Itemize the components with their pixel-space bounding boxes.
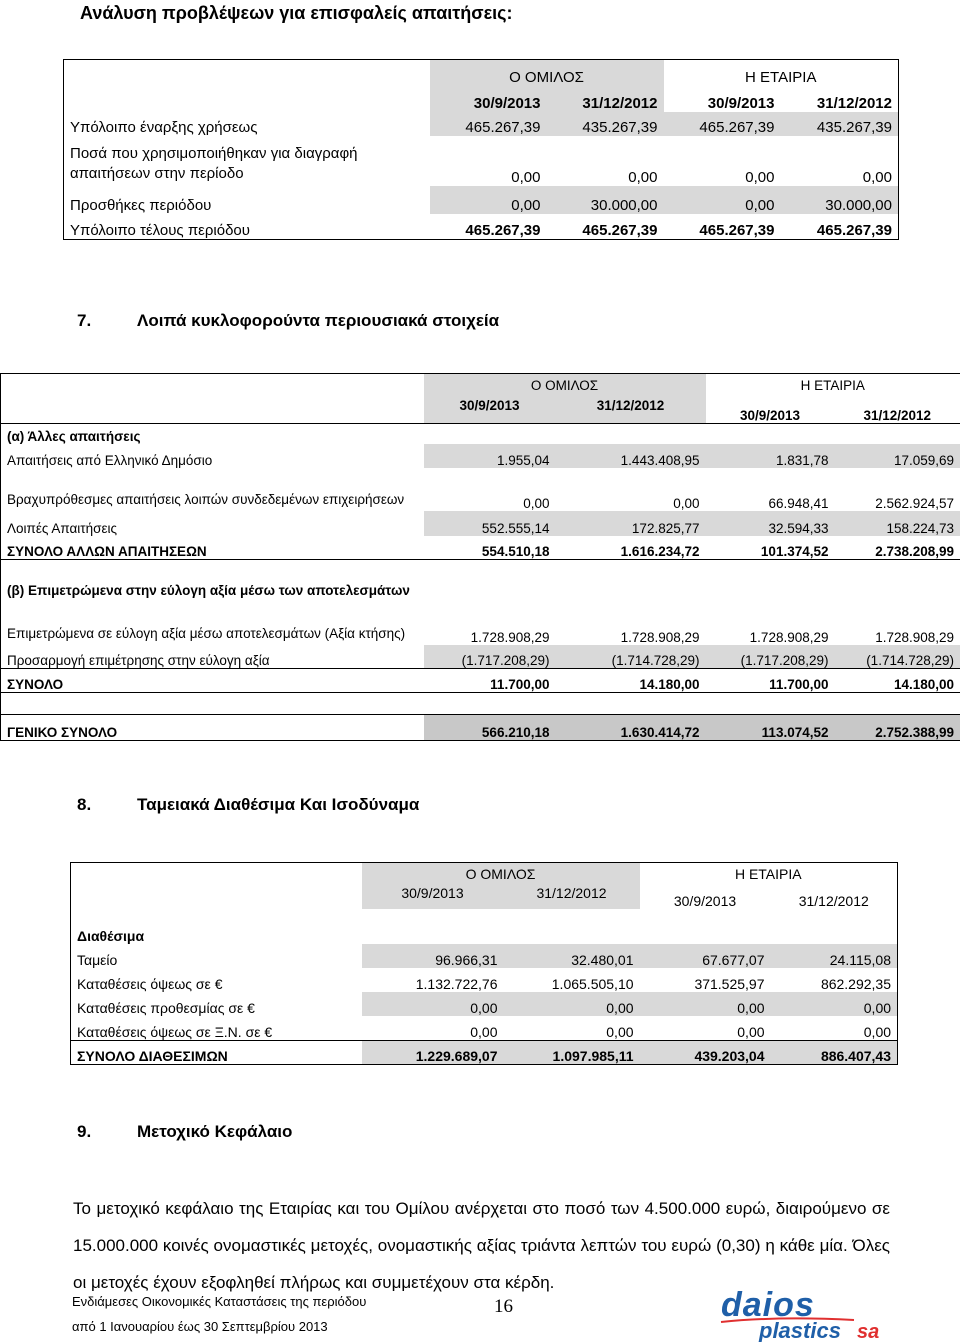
cell-value: 1.728.908,29 <box>470 629 550 645</box>
col-date: 30/9/2013 <box>362 885 504 909</box>
cell-value: 0,00 <box>606 1024 634 1040</box>
cell-value: 435.267,39 <box>547 112 664 136</box>
cell-value: 1.065.505,10 <box>551 975 634 992</box>
cell-value: 0,00 <box>470 1024 498 1040</box>
cell-value: 0,00 <box>640 992 771 1016</box>
row-label: ΣΥΝΟΛΟ ΔΙΑΘΕΣΙΜΩΝ <box>71 1041 362 1065</box>
cell-value: 11.700,00 <box>706 669 835 693</box>
cell-value: 0,00 <box>511 168 541 186</box>
table-row <box>1 602 960 645</box>
row-label: Υπόλοιπο τέλους περιόδου <box>70 222 250 239</box>
cell-value: 2.738.208,99 <box>875 544 955 559</box>
table-row <box>1 645 960 669</box>
col-date: 31/12/2012 <box>556 398 706 424</box>
table-row-total <box>1 536 960 560</box>
row-label: Καταθέσεις όψεως σε Ξ.Ν. σε € <box>77 1024 273 1040</box>
cell-value: 172.825,77 <box>556 511 706 536</box>
row-label: Υπόλοιπο έναρξης χρήσεως <box>70 118 258 136</box>
cell-value: 465.267,39 <box>816 222 892 239</box>
cell-value: 566.210,18 <box>424 715 556 741</box>
row-label: Προσθήκες περιόδου <box>70 196 212 214</box>
cell-value: 11.700,00 <box>424 669 556 693</box>
cell-value: 96.966,31 <box>362 944 504 968</box>
subhead-b: (β) Επιμετρώμενα στην εύλογη αξία μέσω των αποτελεσμάτων <box>1 560 424 602</box>
cell-value: 0,00 <box>628 168 658 186</box>
row-label: Καταθέσεις όψεως σε € <box>77 975 223 992</box>
cell-value: 439.203,04 <box>640 1041 771 1065</box>
company-header: Η ΕΤΑΙΡΙΑ <box>734 865 802 882</box>
row-label: Προσαρμογή επιμέτρησης στην εύλογη αξία <box>7 653 270 668</box>
col-date: 31/12/2012 <box>547 86 664 112</box>
svg-text:daios: daios <box>721 1286 815 1324</box>
cell-value: 2.562.924,57 <box>875 495 955 511</box>
col-date: 30/9/2013 <box>707 94 775 112</box>
table-row <box>64 186 899 214</box>
group-header: Ο ΟΜΙΛΟΣ <box>424 374 706 398</box>
cell-value: 1.630.414,72 <box>556 715 706 741</box>
page-number: 16 <box>494 1296 513 1317</box>
row-label: Απαιτήσεις από Ελληνικό Δημόσιο <box>7 452 213 468</box>
cell-value: 1.728.908,29 <box>875 629 955 645</box>
row-label: ΣΥΝΟΛΟ ΑΛΛΩΝ ΑΠΑΙΤΗΣΕΩΝ <box>7 544 207 559</box>
col-date: 31/12/2012 <box>863 408 932 423</box>
table-row <box>1 468 960 511</box>
cell-value: (1.714.728,29) <box>835 645 960 669</box>
section-number: 8. <box>77 795 92 814</box>
cell-value: 1.955,04 <box>424 444 556 468</box>
cell-value: 465.267,39 <box>582 222 658 239</box>
cell-value: 0,00 <box>737 1024 765 1040</box>
col-date: 30/9/2013 <box>673 892 737 909</box>
group-header: Ο ΟΜΙΛΟΣ <box>362 863 640 885</box>
table-row <box>71 944 898 968</box>
table-row <box>71 1016 898 1041</box>
table-row <box>71 992 898 1016</box>
cell-value: 886.407,43 <box>771 1041 898 1065</box>
provisions-table <box>63 59 899 240</box>
col-date: 30/9/2013 <box>430 86 547 112</box>
cell-value: 30.000,00 <box>547 186 664 214</box>
cell-value: 0,00 <box>771 992 898 1016</box>
cell-value: 552.555,14 <box>424 511 556 536</box>
cell-value: 371.525,97 <box>694 975 765 992</box>
cell-value: 1.728.908,29 <box>620 629 700 645</box>
table-row <box>1 444 960 468</box>
other-assets-table <box>0 373 960 741</box>
row-label: Λοιπές Απαιτήσεις <box>7 520 117 536</box>
cell-value: 554.510,18 <box>481 544 550 559</box>
col-date: 30/9/2013 <box>424 398 556 424</box>
cash-table <box>70 862 898 1065</box>
table-row <box>64 112 899 136</box>
cell-value: 113.074,52 <box>706 715 835 741</box>
row-label: Βραχυπρόθεσμες απαιτήσεις λοιπών συνδεδεμένων επιχειρήσεων <box>7 491 405 507</box>
svg-text:sa: sa <box>857 1321 880 1342</box>
cell-value: (1.717.208,29) <box>424 645 556 669</box>
cell-value: 32.480,01 <box>504 944 640 968</box>
cell-value: 0,00 <box>430 186 547 214</box>
row-label: Ταμείο <box>77 951 118 968</box>
cell-value: 30.000,00 <box>781 186 899 214</box>
cell-value: 862.292,35 <box>820 975 892 992</box>
cell-value: 24.115,08 <box>771 944 898 968</box>
section-title: Μετοχικό Κεφάλαιο <box>137 1122 293 1141</box>
section-title: Λοιπά κυκλοφορούντα περιουσιακά στοιχεία <box>137 311 500 330</box>
footer-line-2: από 1 Ιανουαρίου έως 30 Σεπτεμβρίου 2013 <box>72 1319 328 1334</box>
cell-value: 14.180,00 <box>835 669 960 693</box>
company-header: Η ΕΤΑΙΡΙΑ <box>800 378 865 394</box>
section-7-heading <box>77 311 499 331</box>
cell-value: 0,00 <box>745 168 775 186</box>
group-header: Ο ΟΜΙΛΟΣ <box>430 60 664 86</box>
cell-value: (1.714.728,29) <box>556 645 706 669</box>
col-date: 31/12/2012 <box>504 885 640 909</box>
table-row <box>1 511 960 536</box>
cell-value: 158.224,73 <box>835 511 960 536</box>
provisions-heading: Ανάλυση προβλέψεων για επισφαλείς απαιτήσεις: <box>80 3 513 23</box>
row-label: ΓΕΝΙΚΟ ΣΥΝΟΛΟ <box>1 715 424 741</box>
cell-value: 17.059,69 <box>835 444 960 468</box>
cell-value: (1.717.208,29) <box>706 645 835 669</box>
cell-value: 1.831,78 <box>706 444 835 468</box>
row-label: Επιμετρώμενα σε εύλογη αξία μέσω αποτελεσμάτων (Αξία κτήσης) <box>7 625 406 641</box>
section-8-heading <box>77 795 419 815</box>
cell-value: 0,00 <box>523 495 550 511</box>
svg-text:plastics: plastics <box>759 1318 841 1342</box>
cell-value: 465.267,39 <box>664 112 781 136</box>
cell-value: 1.097.985,11 <box>504 1041 640 1065</box>
cell-value: 32.594,33 <box>706 511 835 536</box>
grand-total-row <box>1 715 960 741</box>
cell-value: 465.267,39 <box>430 112 547 136</box>
cell-value: 1.728.908,29 <box>749 629 829 645</box>
table-row-total <box>71 1041 898 1065</box>
cell-value: 2.752.388,99 <box>835 715 960 741</box>
table-row <box>64 214 899 240</box>
section-title: Ταμειακά Διαθέσιμα Και Ισοδύναμα <box>137 795 420 814</box>
col-date: 31/12/2012 <box>816 94 892 112</box>
col-date: 31/12/2012 <box>798 892 869 909</box>
cell-value: 1.616.234,72 <box>620 544 700 559</box>
cell-value: 465.267,39 <box>465 222 541 239</box>
subhead-a: (α) Άλλες απαιτήσεις <box>1 424 424 444</box>
col-date: 30/9/2013 <box>739 408 801 423</box>
cell-value: 67.677,07 <box>640 944 771 968</box>
cell-value: 1.132.722,76 <box>415 975 498 992</box>
daios-logo <box>719 1286 939 1342</box>
table-row <box>64 136 899 186</box>
row-label: Καταθέσεις προθεσμίας σε € <box>77 999 255 1016</box>
section-9-heading <box>77 1122 292 1142</box>
section-number: 9. <box>77 1122 92 1141</box>
cell-value: 101.374,52 <box>760 544 829 559</box>
cell-value: 66.948,41 <box>768 495 829 511</box>
table-row <box>71 968 898 992</box>
subhead-available: Διαθέσιμα <box>77 927 145 944</box>
row-label: Ποσά που χρησιμοποιήθηκαν για διαγραφή απαιτήσεων στην περίοδο <box>70 144 358 182</box>
cell-value: 0,00 <box>862 168 892 186</box>
cell-value: 465.267,39 <box>699 222 775 239</box>
cell-value: 0,00 <box>504 992 640 1016</box>
footer-line-1: Ενδιάμεσες Οικονομικές Καταστάσεις της περιόδου <box>72 1294 367 1309</box>
cell-value: 14.180,00 <box>556 669 706 693</box>
company-header: Η ΕΤΑΙΡΙΑ <box>745 68 817 86</box>
cell-value: 0,00 <box>673 495 700 511</box>
cell-value: 1.443.408,95 <box>556 444 706 468</box>
share-capital-paragraph: Το μετοχικό κεφάλαιο της Εταιρίας και του Ομίλου ανέρχεται στο ποσό των 4.500.000 ευρώ, διαιρούμενο σε 15.000.000 κοινές ονομαστικές μετοχές, ονομαστικής αξίας τριάντα λεπτών του ευρώ (0,30) η κάθε μία. Όλες οι μετοχές έχουν εξοφληθεί πλήρως και συμμετέχουν στα κέρδη. <box>73 1199 890 1292</box>
row-label: ΣΥΝΟΛΟ <box>1 669 424 693</box>
cell-value: 1.229.689,07 <box>362 1041 504 1065</box>
cell-value: 0,00 <box>362 992 504 1016</box>
cell-value: 0,00 <box>664 186 781 214</box>
table-row-total <box>1 669 960 693</box>
cell-value: 435.267,39 <box>781 112 899 136</box>
section-number: 7. <box>77 311 92 330</box>
cell-value: 0,00 <box>863 1024 892 1040</box>
